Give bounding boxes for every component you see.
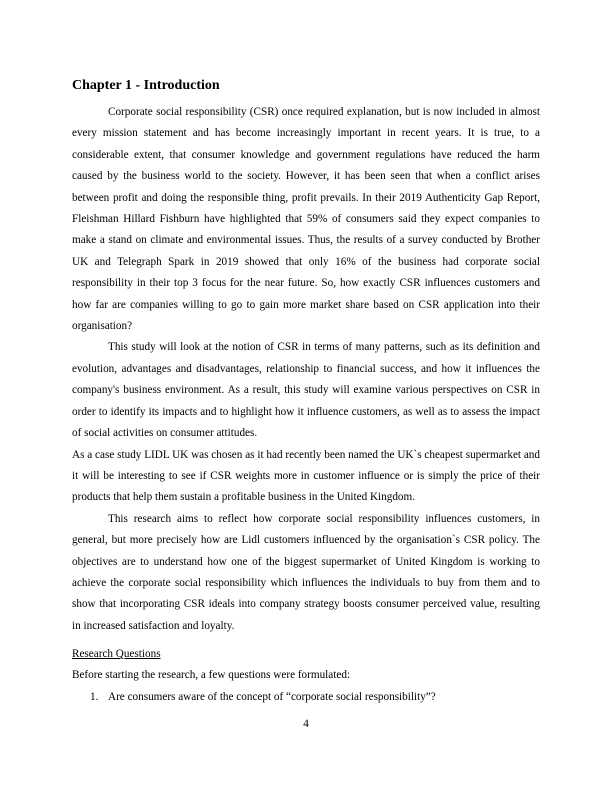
page-content <box>72 76 540 708</box>
list-item-text: Are consumers aware of the concept of “corporate social responsibility”? <box>108 690 436 703</box>
intro-paragraph-3: As a case study LIDL UK was chosen as it had recently been named the UK`s cheapest supermarket and it will be interesting to see if CSR weights more in customer influence or is simply the price of their products that help them sustain a profitable business in the United Kingdom. <box>72 448 540 504</box>
list-item <box>72 687 540 708</box>
page-number: 4 <box>303 718 309 730</box>
research-questions-heading: Research Questions <box>72 648 161 661</box>
intro-paragraph-1: Corporate social responsibility (CSR) once required explanation, but is now included in almost every mission statement and has become increasingly important in recent years. It is true, to a considerable extent, that consumer knowledge and government regulations have reduced the harm caused by the business world to the society. However, it has been seen that when a conflict arises between profit and doing the responsible thing, profit prevails. In their 2019 Authenticity Gap Report, Fleishman Hillard Fishburn have highlighted that 59% of consumers said they expect companies to make a stand on climate and environmental issues. Thus, the results of a survey conducted by Brother UK and Telegraph Spark in 2019 showed that only 16% of the business had corporate social responsibility in their top 3 focus for the near future. So, how exactly CSR influences customers and how far are companies willing to go to gain more market share based on CSR application into their organisation? <box>72 106 540 333</box>
intro-paragraph-2: This study will look at the notion of CSR in terms of many patterns, such as its definition and evolution, advantages and disadvantages, relationship to financial success, and how it influences the company's business environment. As a result, this study will examine various perspectives on CSR in order to identify its impacts and to highlight how it influence customers, as well as to assess the impact of social activities on consumer attitudes. <box>72 341 540 440</box>
list-item-number: 1. <box>90 690 99 703</box>
intro-paragraph-4: This research aims to reflect how corporate social responsibility influences customers, in general, but more precisely how are Lidl customers influenced by the organisation`s CSR policy. The objectives are to understand how one of the biggest supermarket of United Kingdom is working to achieve the corporate social responsibility which influences the individuals to buy from them and to show that incorporating CSR ideals into company strategy boosts consumer perceived value, resulting in increased satisfaction and loyalty. <box>72 512 540 632</box>
chapter-title: Chapter 1 - Introduction <box>72 78 220 93</box>
research-questions-intro: Before starting the research, a few questions were formulated: <box>72 669 351 682</box>
research-questions-list <box>72 687 540 708</box>
